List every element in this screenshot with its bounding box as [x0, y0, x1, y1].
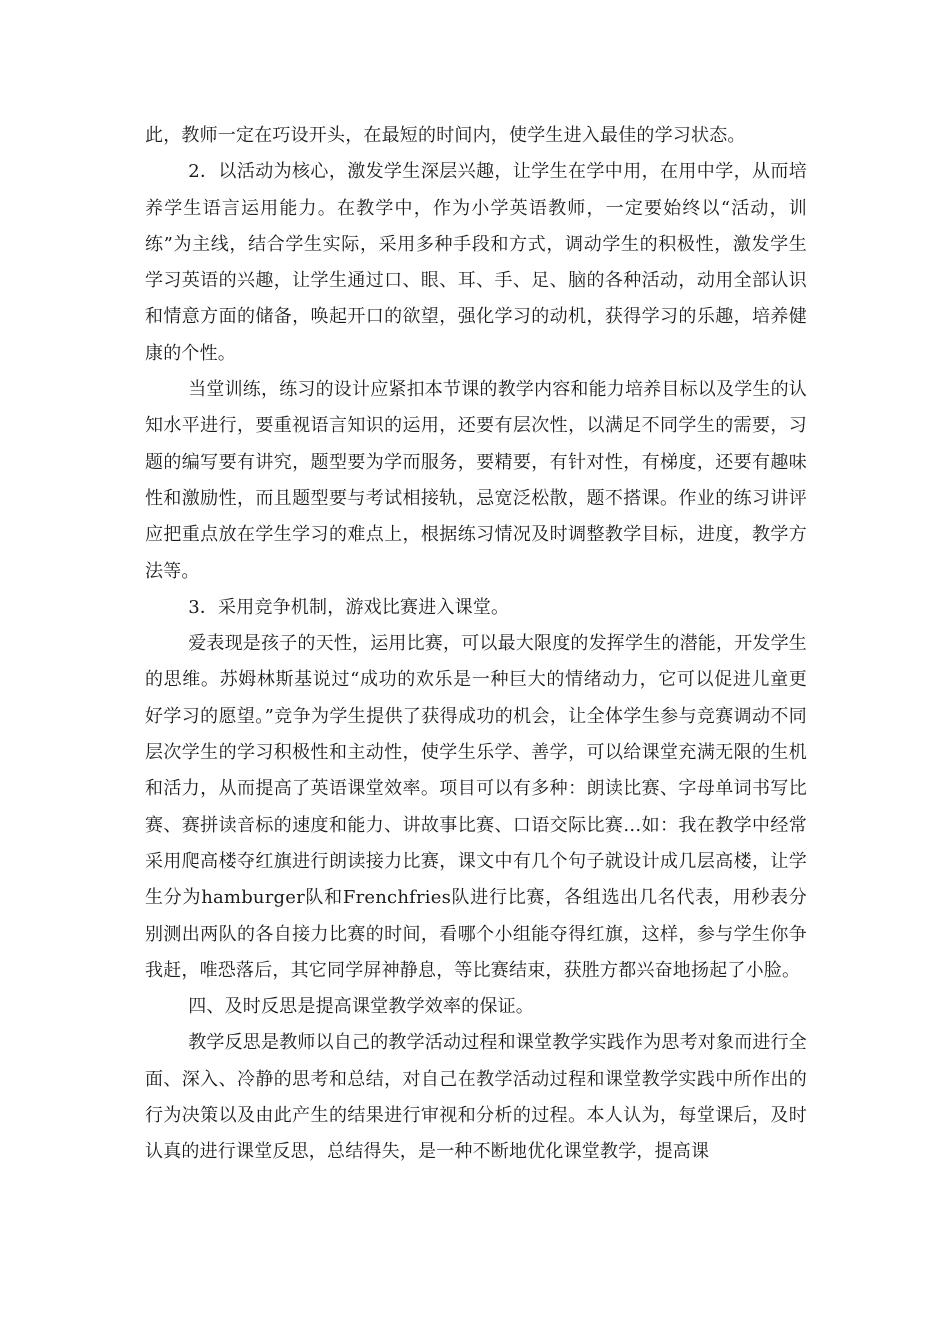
paragraph-practice: 当堂训练，练习的设计应紧扣本节课的教学内容和能力培养目标以及学生的认知水平进行，要重视语言知识的运用，还要有层次性，以满足不同学生的需要，习题的编写要有讲究，题型要为学而服务，要精要，有针对性，有梯度，还要有趣味性和激励性，而且题型要与考试相接轨，忌宽泛松散，题不搭课。作业的练习讲评应把重点放在学生学习的难点上，根据练习情况及时调整教学目标，进度，教学方法等。: [145, 379, 807, 582]
paragraph-reflection: 教学反思是教师以自己的教学活动过程和课堂教学实践作为思考对象而进行全面、深入、冷静的思考和总结，对自己在教学活动过程和课堂教学实践中所作出的行为决策以及由此产生的结果进行审视和分析的过程。本人认为，每堂课后，及时认真的进行课堂反思，总结得失，是一种不断地优化课堂教学，提高课: [145, 1032, 807, 1163]
paragraph-continuation: 此，教师一定在巧设开头，在最短的时间内，使学生进入最佳的学习状态。: [145, 125, 746, 146]
section-4-heading: 四、及时反思是提高课堂教学效率的保证。: [188, 996, 534, 1018]
paragraph-competition: 爱表现是孩子的天性，运用比赛，可以最大限度的发挥学生的潜能，开发学生的思维。苏姆林斯基说过“成功的欢乐是一种巨大的情绪动力，它可以促进儿童更好学习的愿望。”竞争为学生提供了获得成功的机会，让全体学生参与竞赛调动不同层次学生的学习积极性和主动性，使学生乐学、善学，可以给课堂充满无限的生机和活力，从而提高了英语课堂效率。项目可以有多种：朗读比赛、字母单词书写比赛、赛拼读音标的速度和能力、讲故事比赛、口语交际比赛…如：我在教学中经常采用爬高楼夺红旗进行朗读接力比赛，课文中有几个句子就设计成几层高楼，让学生分为hamburger队和Frenchfries队进行比赛，各组选出几名代表，用秒表分别测出两队的各自接力比赛的时间，看哪个小组能夺得红旗，这样，参与学生你争我赶，唯恐落后，其它同学屏神静息，等比赛结束，获胜方都兴奋地扬起了小脸。: [145, 633, 807, 981]
paragraph-point-2: 2．以活动为核心，激发学生深层兴趣，让学生在学中用，在用中学，从而培养学生语言运用能力。在教学中，作为小学英语教师，一定要始终以“活动，训练”为主线，结合学生实际，采用多种手段和方式，调动学生的积极性，激发学生学习英语的兴趣，让学生通过口、眼、耳、手、足、脑的各种活动，动用全部认识和情意方面的储备，唤起开口的欲望，强化学习的动机，获得学习的乐趣，培养健康的个性。: [145, 161, 807, 364]
document-page: [145, 118, 807, 1171]
paragraph-point-3-heading: 3．采用竞争机制，游戏比赛进入课堂。: [188, 596, 510, 618]
